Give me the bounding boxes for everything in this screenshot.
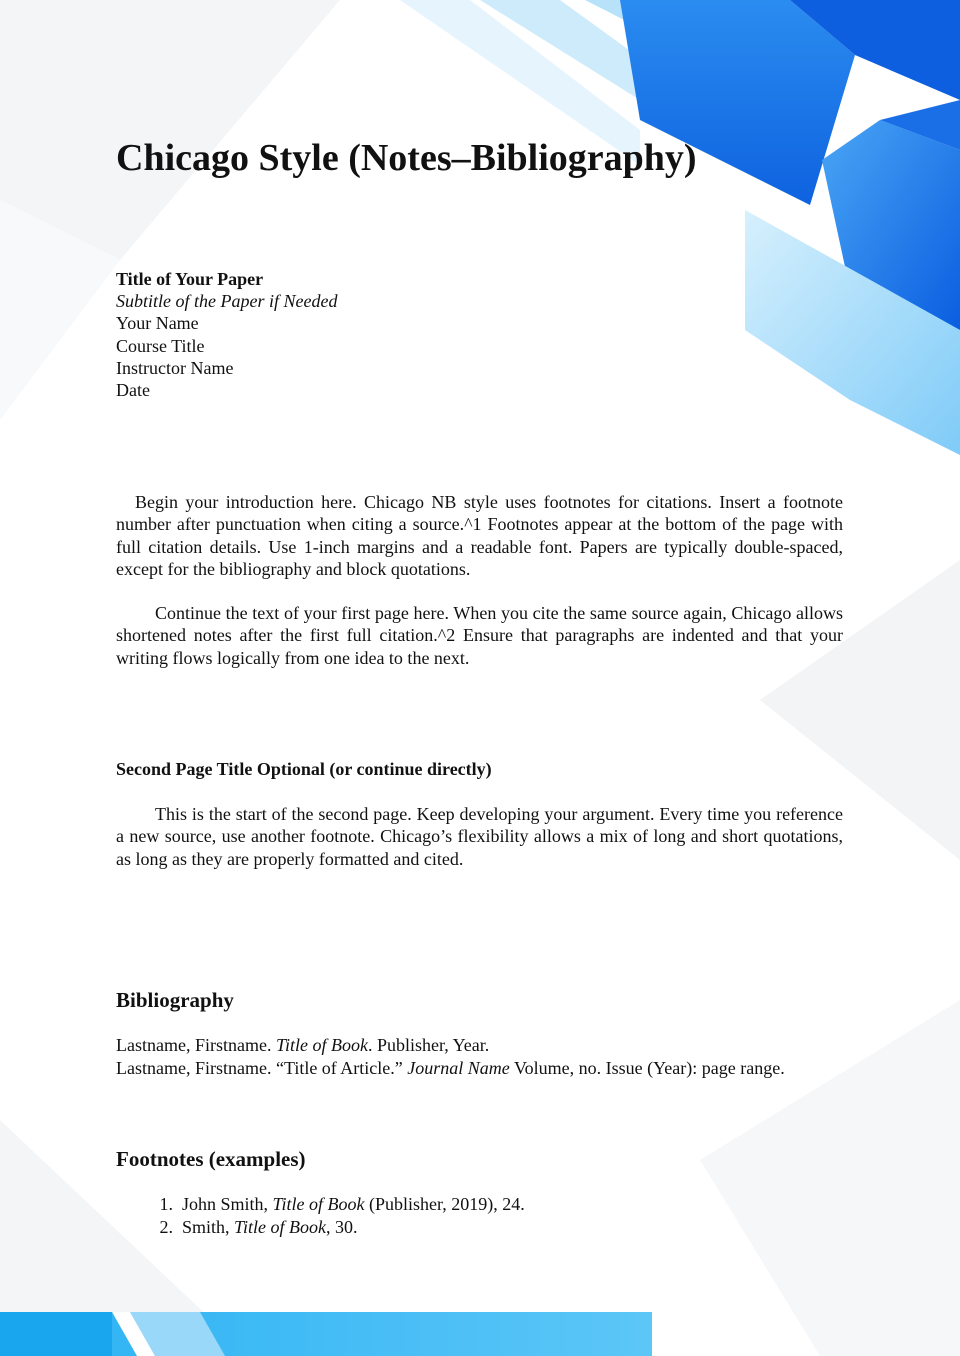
footnote-item	[116, 1193, 525, 1216]
paper-date: Date	[116, 380, 150, 401]
footnote-author: John Smith,	[182, 1194, 273, 1214]
bib-entry-journal: Journal Name	[407, 1057, 510, 1078]
instructor-name: Instructor Name	[116, 357, 234, 378]
intro-paragraph: Begin your introduction here. Chicago NB style uses footnotes for citations. Insert a footnote number after punctuation when citing a source.^1 Footnotes appear at the bottom of the page with full citation details. Use 1-inch margins and a readable font. Papers are typically double-spaced, except for the bibliography and block quotations.	[116, 492, 843, 579]
course-title: Course Title	[116, 335, 205, 356]
second-page-paragraph: This is the start of the second page. Keep developing your argument. Every time you reference a new source, use another footnote. Chicago’s flexibility allows a mix of long and short quotations, as long as they are properly formatted and cited.	[116, 804, 843, 869]
footnote-details: (Publisher, 2019), 24.	[364, 1194, 525, 1214]
bib-entry-author: Lastname, Firstname.	[116, 1035, 276, 1055]
paper-title: Title of Your Paper	[116, 269, 264, 289]
footnote-title: Title of Book	[272, 1194, 365, 1214]
document-title: Chicago Style (Notes–Bibliography)	[116, 137, 697, 179]
footnotes-heading: Footnotes (examples)	[116, 1147, 306, 1171]
bib-entry-details: . Publisher, Year.	[367, 1035, 490, 1055]
footnote-item	[116, 1216, 525, 1239]
footnotes-list	[116, 1193, 525, 1238]
bib-entry-details: Volume, no. Issue (Year): page range.	[509, 1057, 785, 1078]
continue-paragraph: Continue the text of your first page here. When you cite the same source again, Chicago allows shortened notes after the first full citation.^2 Ensure that paragraphs are indented and that your writing flows logically from one idea to the next.	[116, 603, 843, 668]
footnote-title: Title of Book	[234, 1216, 327, 1237]
bib-entry-author: Lastname, Firstname. “Title of Article.”	[116, 1057, 408, 1078]
author-name: Your Name	[116, 313, 199, 334]
footnote-details: , 30.	[326, 1216, 358, 1237]
paper-subtitle: Subtitle of the Paper if Needed	[116, 291, 338, 312]
bibliography-entry	[116, 1034, 785, 1057]
bibliography-heading: Bibliography	[116, 988, 234, 1012]
footnote-number: 2.	[159, 1216, 173, 1237]
second-page-heading: Second Page Title Optional (or continue directly)	[116, 759, 492, 779]
bibliography-entry	[116, 1057, 785, 1080]
footnote-author: Smith,	[182, 1216, 235, 1237]
bibliography-list	[116, 1034, 785, 1079]
footnote-number: 1.	[159, 1194, 173, 1214]
bib-entry-title: Title of Book	[275, 1035, 368, 1055]
title-page-block	[116, 268, 337, 401]
